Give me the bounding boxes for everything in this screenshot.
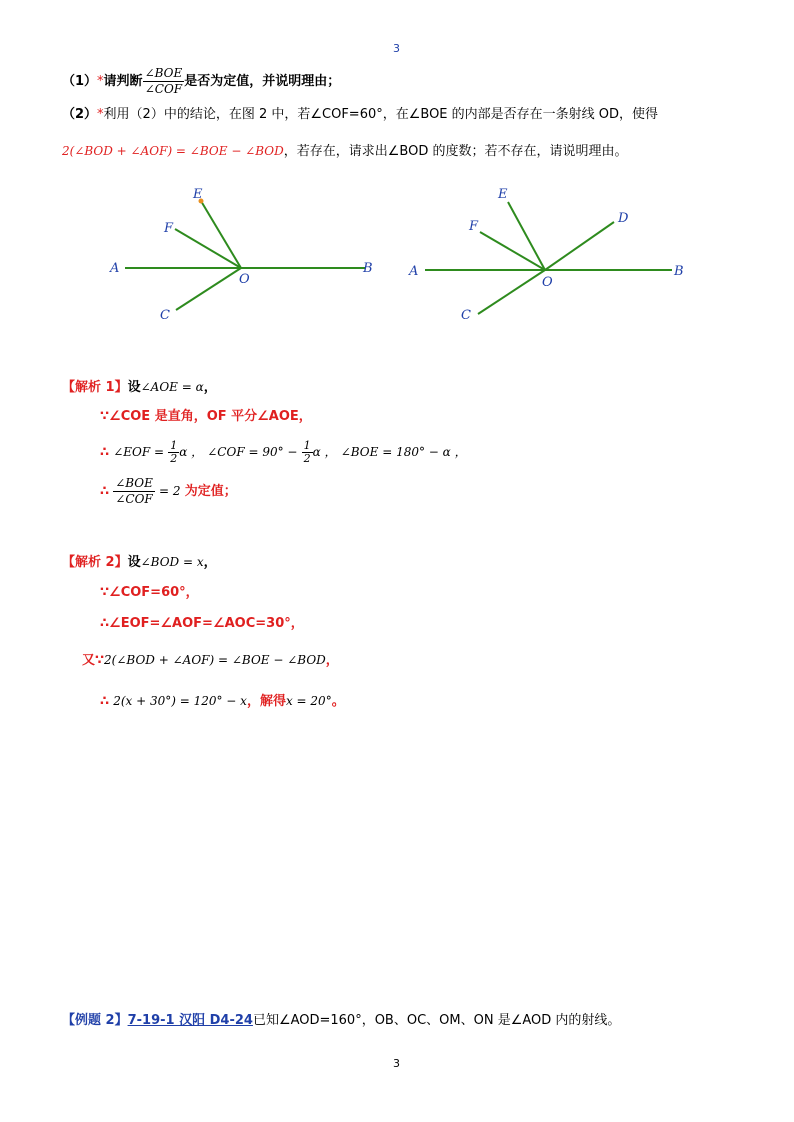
question-2-line2 [62, 142, 627, 161]
solution-1-header-line [62, 378, 217, 397]
fig1-label-b: B [363, 261, 373, 276]
fig2-ray-od [545, 222, 614, 270]
figure-2 [400, 180, 700, 330]
therefore-symbol-2: ∴ [100, 484, 110, 499]
solution-1-set-end: ， [203, 380, 217, 395]
fig1-label-c: C [160, 308, 170, 323]
solution-2-because: ∵∠COF=60°， [100, 585, 199, 600]
solution-2-set: 设 [127, 555, 141, 570]
q1-label: （1） [62, 74, 98, 89]
half-fraction: $\frac{1}{2}$ [170, 439, 178, 465]
fig1-label-o: O [239, 272, 250, 287]
solution-2-final-line [100, 692, 345, 711]
solution-2-final-formula: 2(x + 30°) = 120° − x [113, 694, 247, 708]
therefore-symbol: ∴ [100, 445, 110, 460]
fig2-label-c: C [461, 308, 471, 323]
solution-2-set-end: ， [203, 555, 217, 570]
ratio-fraction: $\frac{\text{∠BOE}}{\text{∠COF}}$ [115, 476, 153, 506]
solution-1-cof: ∠COF = 90° − [207, 445, 298, 459]
solution-1-eof: ∠EOF = [113, 445, 165, 459]
example-2 [62, 1012, 620, 1030]
solution-2-also: 又∵ [82, 653, 105, 668]
q1-fraction: $\frac{\text{∠BOE}}{\text{∠COF}}$ [144, 66, 183, 96]
ratio-value: = 2 [159, 484, 181, 498]
fig1-label-e: E [193, 187, 203, 202]
solution-2-header: 【解析 2】 [62, 555, 128, 570]
q2-star: * [97, 107, 104, 122]
solution-1-because: ∵∠COE 是直角，OF 平分∠AOE， [100, 409, 312, 424]
example-2-text: 已知∠AOD=160°，OB、OC、OM、ON 是∠AOD 内的射线。 [252, 1013, 621, 1028]
page-number-top: 3 [393, 42, 400, 55]
solution-2-also-end: ， [325, 653, 339, 668]
solution-1-set: 设 [127, 380, 141, 395]
fig2-label-f: F [469, 219, 479, 234]
fig2-label-a: A [409, 264, 419, 279]
question-1 [62, 66, 340, 97]
fig1-ray-of [175, 229, 241, 268]
solution-2-final-end: 。 [331, 694, 345, 709]
q1-suffix: 是否为定值，并说明理由； [184, 74, 341, 89]
page-number-bottom: 3 [393, 1057, 400, 1070]
solution-1-alpha: α ， [179, 445, 204, 459]
example-2-link[interactable]: 7-19-1 汉阳 D4-24 [127, 1013, 253, 1028]
solution-1-line3 [100, 440, 467, 465]
example-2-bracket: 【例题 2】 [62, 1013, 128, 1028]
fig1-label-a: A [110, 261, 120, 276]
solution-2-final-mid: ，解得 [246, 694, 286, 709]
q2-text2: ，若存在，请求出∠BOD 的度数；若不存在，请说明理由。 [283, 144, 628, 159]
fig2-label-d: D [618, 211, 629, 226]
q1-prefix: 请判断 [103, 74, 143, 89]
solution-1-boe: ∠BOE = 180° − α ， [340, 445, 467, 459]
solution-2-also-formula: 2(∠BOD + ∠AOF) = ∠BOE − ∠BOD [104, 653, 326, 667]
fig2-ray-oc [478, 270, 545, 314]
solution-2-header-line [62, 553, 217, 572]
fig1-ray-oe [201, 201, 241, 268]
solution-2-also-line [82, 651, 339, 670]
fig2-label-b: B [674, 264, 684, 279]
q1-star: * [97, 74, 104, 89]
fig1-label-f: F [164, 221, 174, 236]
therefore-symbol-3: ∴ [100, 694, 110, 709]
figure-1 [100, 180, 400, 330]
solution-1-alpha-2: α ， [312, 445, 337, 459]
q2-text: 利用（2）中的结论，在图 2 中，若∠COF=60°，在∠BOE 的内部是否存在一条射线 OD，使得 [103, 107, 659, 122]
solution-2-set-formula: ∠BOD = x [140, 555, 204, 569]
question-2 [62, 106, 658, 124]
solution-1-set-formula: ∠AOE = α [140, 380, 204, 394]
half-fraction-2: $\frac{1}{2}$ [303, 439, 311, 465]
ratio-conclusion: 为定值； [184, 484, 237, 499]
solution-2-final-result: x = 20° [285, 694, 332, 708]
solution-2-therefore: ∴∠EOF=∠AOF=∠AOC=30°， [100, 616, 304, 631]
solution-1-header: 【解析 1】 [62, 380, 128, 395]
solution-1-line4 [100, 476, 237, 507]
fig1-ray-oc [176, 268, 241, 310]
q2-formula: 2(∠BOD + ∠AOF) = ∠BOE − ∠BOD [62, 144, 284, 158]
q2-label: （2） [62, 107, 98, 122]
fig2-label-o: O [542, 275, 553, 290]
fig2-label-e: E [498, 187, 508, 202]
